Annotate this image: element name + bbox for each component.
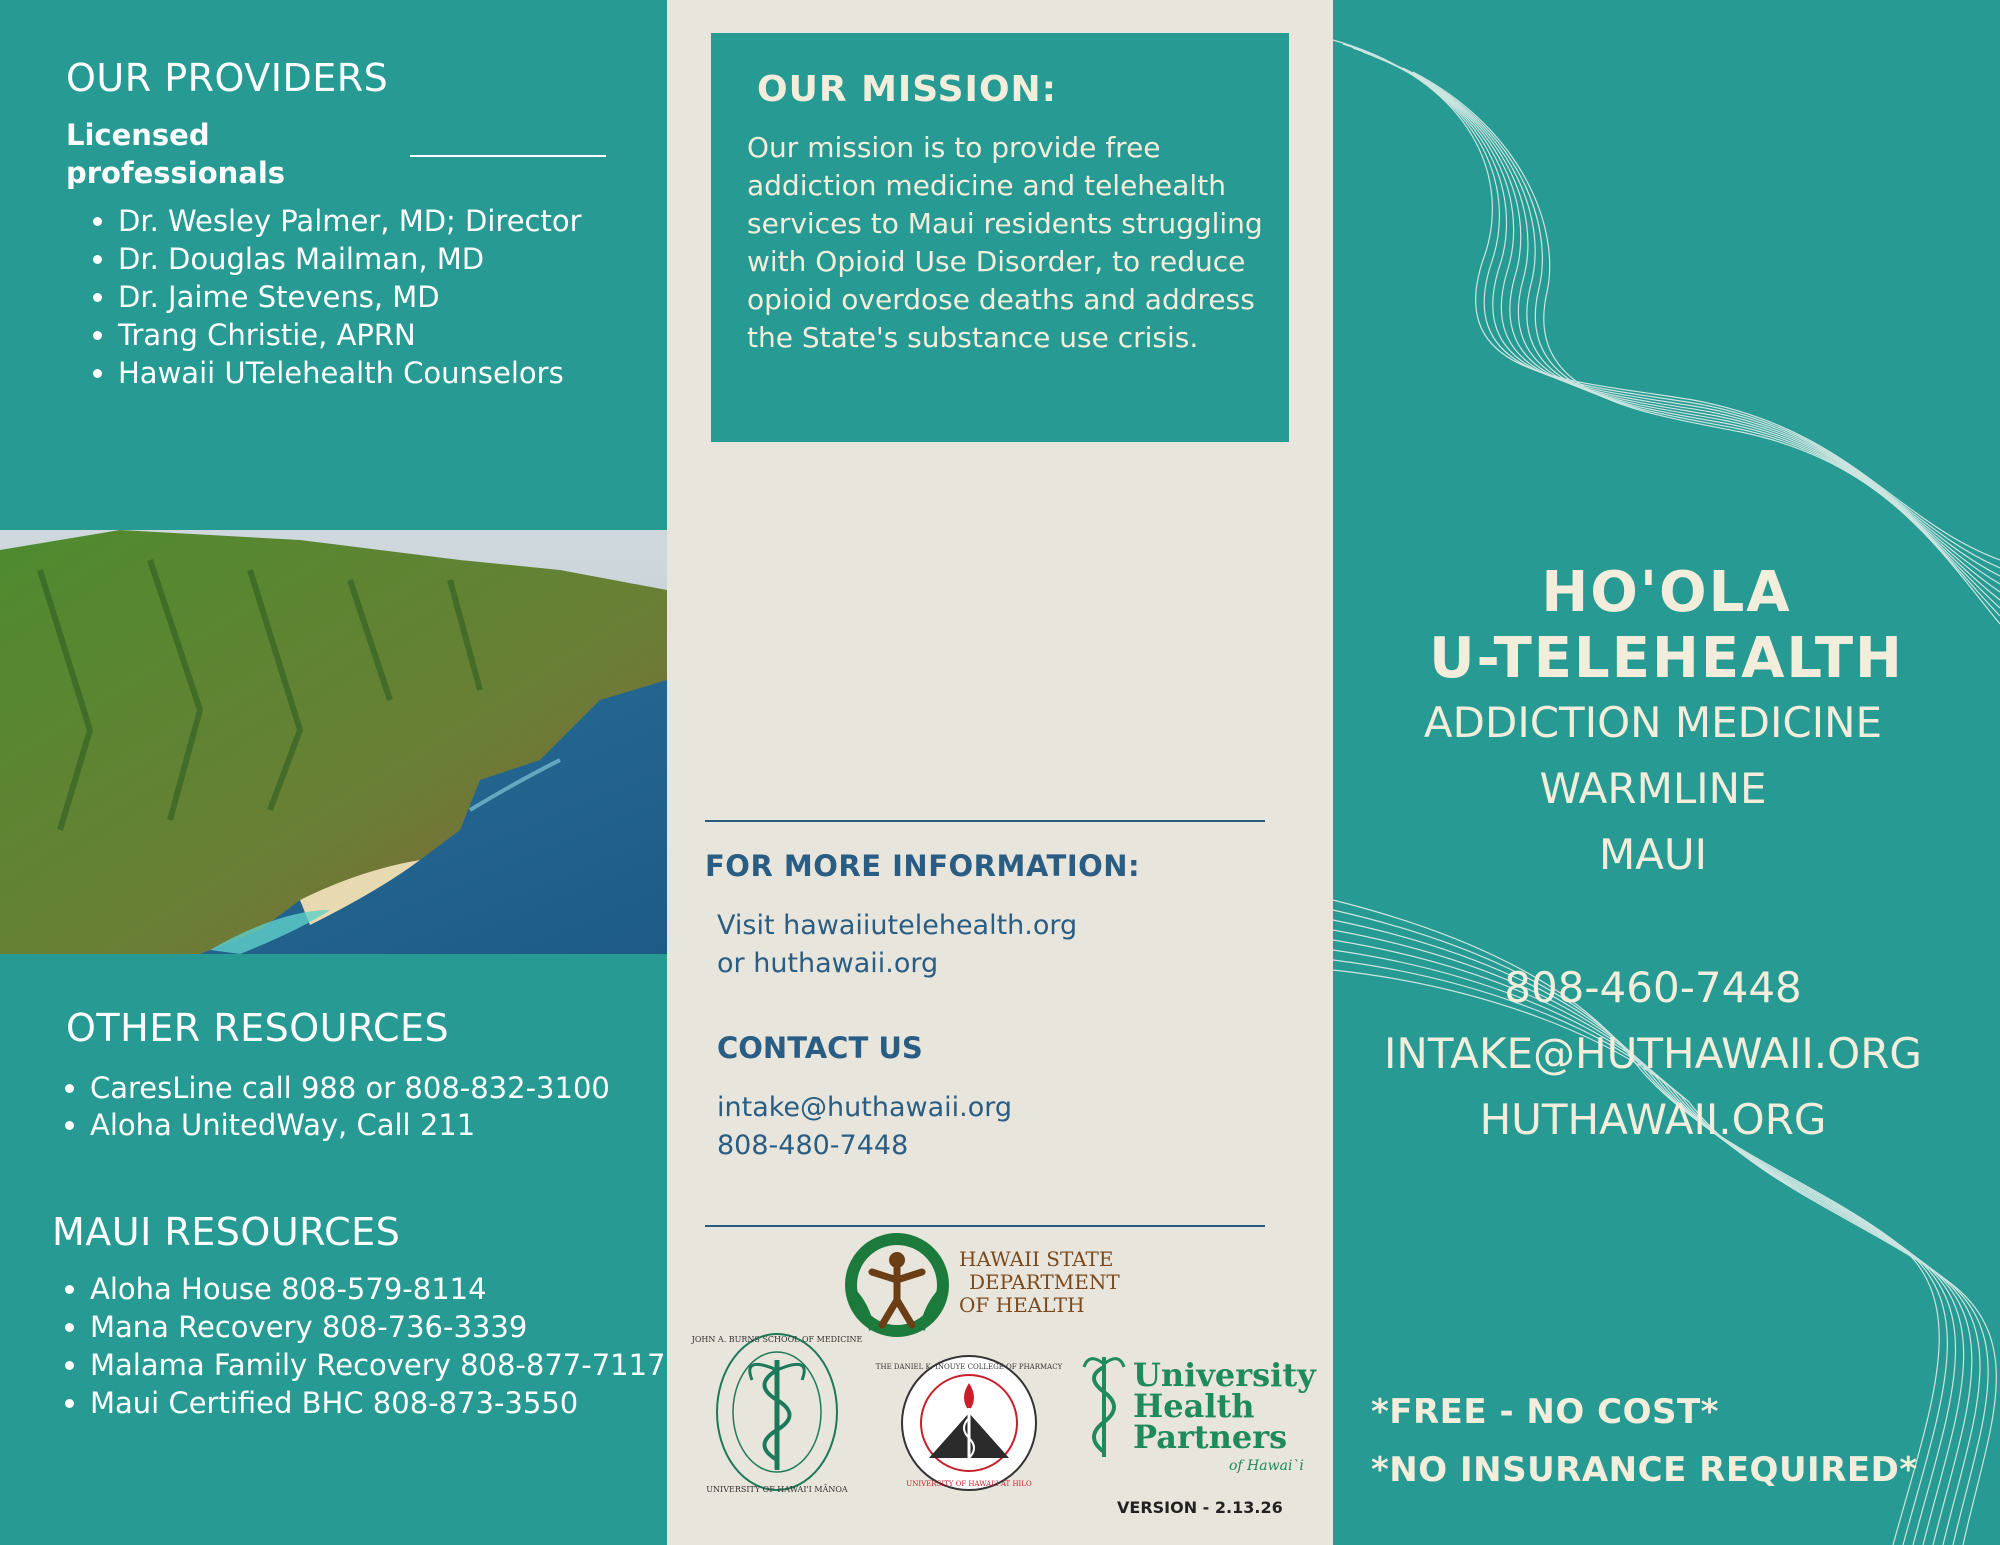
cover-email: INTAKE@HUTHAWAII.ORG xyxy=(1384,1029,1922,1078)
maui-resources-list xyxy=(40,1270,666,1422)
svg-text:THE DANIEL K. INOUYE COLLEGE O: THE DANIEL K. INOUYE COLLEGE OF PHARMACY xyxy=(875,1363,1063,1371)
cover-title-line1: HO'OLA xyxy=(1541,560,1792,625)
list-item: • CaresLine call 988 or 808-832-3100 xyxy=(90,1070,610,1107)
coastline-photo xyxy=(0,530,667,954)
list-item: • Dr. Jaime Stevens, MD xyxy=(118,278,582,316)
cover-line: WARMLINE xyxy=(1539,764,1767,813)
other-resources-title: OTHER RESOURCES xyxy=(66,1006,450,1050)
pharmacy-seal xyxy=(875,1353,1063,1497)
uhp-caduceus-icon xyxy=(1079,1352,1129,1462)
list-item: • Trang Christie, APRN xyxy=(118,316,582,354)
more-info-title: FOR MORE INFORMATION: xyxy=(705,849,1141,883)
hsdoh-line: OF HEALTH xyxy=(959,1293,1085,1317)
pharmacy-seal-icon xyxy=(875,1353,1063,1493)
other-resources-list xyxy=(40,1070,610,1144)
free-badge: *FREE - NO COST* xyxy=(1371,1392,1719,1432)
hsdoh-line: HAWAII STATE xyxy=(959,1247,1114,1271)
hsdoh-logo xyxy=(842,1230,952,1344)
middle-panel xyxy=(667,0,1333,1545)
list-item: • Malama Family Recovery 808-877-7117 xyxy=(90,1346,666,1384)
divider xyxy=(410,155,606,157)
contact-email: intake@huthawaii.org xyxy=(717,1092,1012,1123)
uhp-logo xyxy=(1079,1352,1129,1466)
left-panel xyxy=(0,0,667,1545)
jabsom-seal xyxy=(691,1330,863,1499)
svg-text:JOHN A. BURNS SCHOOL OF MEDICI: JOHN A. BURNS SCHOOL OF MEDICINE xyxy=(691,1335,863,1344)
mission-text: Our mission is to provide free addiction medicine and telehealth services to Maui residents struggling with Opioid Use Disorder, to reduce opioid overdose deaths and address the State's substance use crisis. xyxy=(747,131,1263,354)
svg-text:UNIVERSITY OF HAWAI'I MĀNOA: UNIVERSITY OF HAWAI'I MĀNOA xyxy=(706,1485,848,1494)
uhp-line: Health xyxy=(1133,1387,1255,1425)
divider xyxy=(705,1225,1265,1227)
contact-title: CONTACT US xyxy=(717,1031,923,1065)
contact-phone: 808-480-7448 xyxy=(717,1130,909,1161)
hsdoh-emblem-icon xyxy=(842,1230,952,1340)
no-insurance-badge: *NO INSURANCE REQUIRED* xyxy=(1371,1450,1918,1490)
hsdoh-wordmark xyxy=(959,1248,1120,1317)
list-item: • Dr. Wesley Palmer, MD; Director xyxy=(118,202,582,240)
more-info-line: or huthawaii.org xyxy=(717,948,939,979)
mission-title: OUR MISSION: xyxy=(757,69,1058,110)
uhp-line: Partners xyxy=(1133,1418,1288,1456)
list-item: • Aloha UnitedWay, Call 211 xyxy=(90,1107,610,1144)
cover-phone: 808-460-7448 xyxy=(1504,963,1802,1012)
caduceus-seal-icon xyxy=(691,1330,863,1495)
list-item: • Maui Certified BHC 808-873-3550 xyxy=(90,1384,666,1422)
uhp-subtitle: of Hawai`i xyxy=(1229,1458,1304,1474)
uhp-line: University xyxy=(1133,1356,1316,1394)
cover-line: MAUI xyxy=(1598,830,1708,879)
svg-text:UNIVERSITY OF HAWAI'I AT HILO: UNIVERSITY OF HAWAI'I AT HILO xyxy=(906,1480,1032,1488)
providers-title: OUR PROVIDERS xyxy=(66,56,389,100)
list-item: • Aloha House 808-579-8114 xyxy=(90,1270,666,1308)
uhp-wordmark xyxy=(1133,1356,1316,1456)
coastline-image xyxy=(0,530,667,954)
more-info-line: Visit hawaiiutelehealth.org xyxy=(717,910,1078,941)
list-item: • Mana Recovery 808-736-3339 xyxy=(90,1308,666,1346)
providers-subtitle: Licensed professionals xyxy=(66,118,286,190)
cover-line: ADDICTION MEDICINE xyxy=(1423,698,1883,747)
mission-box xyxy=(711,33,1289,442)
hsdoh-line: DEPARTMENT xyxy=(969,1270,1120,1294)
divider xyxy=(705,820,1265,822)
list-item: • Hawaii UTelehealth Counselors xyxy=(118,354,582,392)
version-label: VERSION - 2.13.26 xyxy=(1117,1498,1283,1517)
maui-resources-title: MAUI RESOURCES xyxy=(52,1210,401,1254)
cover-panel xyxy=(1333,0,2000,1545)
cover-website: HUTHAWAII.ORG xyxy=(1479,1095,1827,1144)
providers-list xyxy=(68,202,582,392)
list-item: • Dr. Douglas Mailman, MD xyxy=(118,240,582,278)
cover-title-line2: U-TELEHEALTH xyxy=(1429,626,1904,691)
